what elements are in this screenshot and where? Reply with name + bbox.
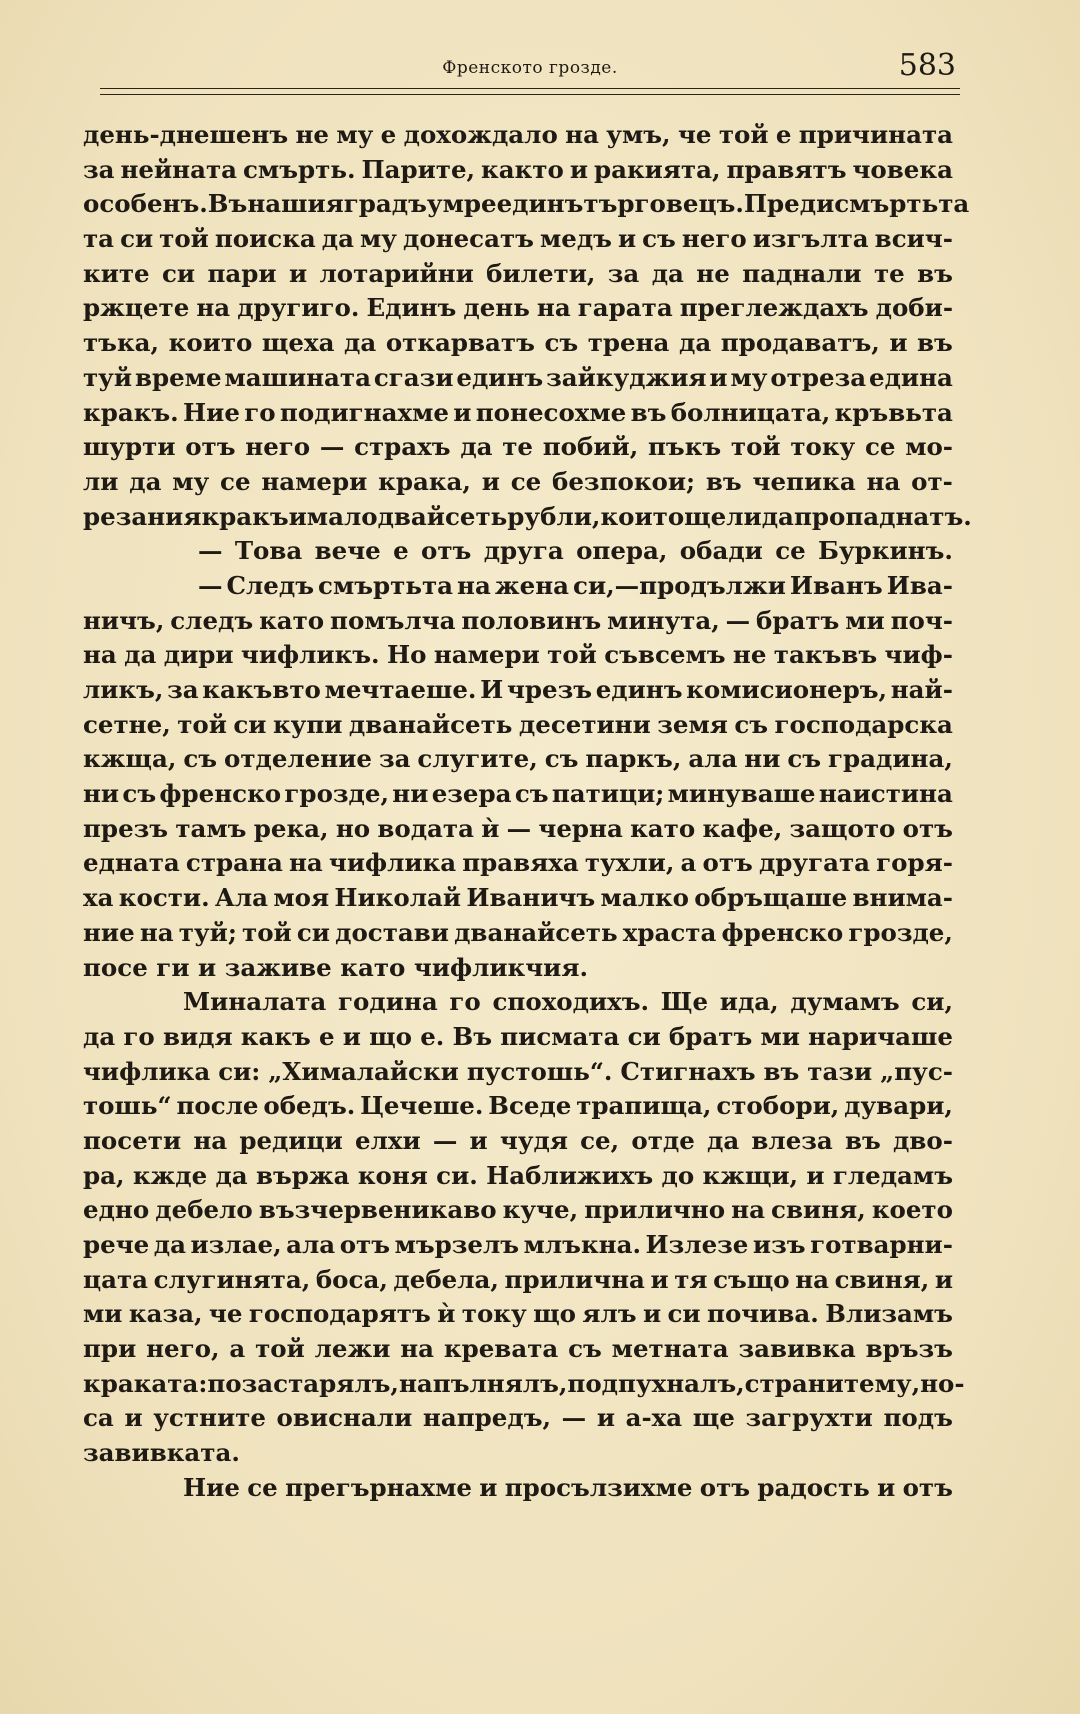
- text-line: завивката.: [83, 1438, 240, 1468]
- text-line: резания кракъ имало двайсеть рубли, които щели да пропаднатъ.: [83, 501, 972, 531]
- text-line: цата слугинята, боса, дебела, прилична и тя също на свиня, и: [83, 1264, 953, 1294]
- text-line: сетне, той си купи дванайсеть десетини земя съ господарска: [83, 709, 953, 739]
- text-line: за нейната смърть. Парите, както и ракията, правятъ човека: [83, 154, 953, 184]
- text-line: при него, а той лежи на кревата съ метната завивка връзъ: [83, 1334, 953, 1364]
- text-line: посети на редици елхи — и чудя се, отде да влеза въ дво-: [83, 1125, 953, 1155]
- text-line: чифлика си: „Хималайски пустошь“. Стигнахъ въ тази „пус-: [83, 1056, 953, 1086]
- text-line: особенъ. Въ нашия градъ умре единъ търговецъ. Преди смъртьта: [83, 189, 970, 219]
- text-line: на да дири чифликъ. Но намери той съвсемъ не такъвъ чиф-: [83, 640, 953, 670]
- text-line: са и устните овиснали напредъ, — и а-ха ще загрухти подъ: [83, 1403, 953, 1433]
- text-line: кракъ. Ние го подигнахме и понесохме въ болницата, кръвьта: [83, 397, 953, 427]
- body-text: [83, 118, 972, 1506]
- text-line: ничъ, следъ като помълча половинъ минута, — братъ ми поч-: [83, 605, 953, 635]
- text-line: шурти отъ него — страхъ да те побий, пъкъ той току се мо-: [83, 432, 953, 462]
- text-line: ликъ, за какъвто мечтаеше. И чрезъ единъ комисионеръ, най-: [83, 675, 953, 704]
- text-line: день-днешенъ не му е дохождало на умъ, че той е причината: [83, 120, 953, 149]
- text-line: ра, кжде да вържа коня си. Наближихъ до кжщи, и гледамъ: [83, 1160, 953, 1190]
- text-line: — Това вече е отъ друга опера, обади се Буркинъ.: [198, 536, 953, 566]
- text-line: Ние се прегърнахме и просълзихме отъ радость и отъ: [183, 1472, 953, 1502]
- text-line: — Следъ смъртьта на жена си,—продължи Иванъ Ива-: [198, 570, 953, 600]
- text-line: туй време машината сгази единъ зайкуджия и му отреза едина: [83, 362, 953, 392]
- text-line: кжща, съ отделение за слугите, съ паркъ, ала ни съ градина,: [83, 744, 953, 774]
- text-line: рече да излае, ала отъ мързелъ млъкна. Излезе изъ готварни-: [83, 1230, 953, 1259]
- text-line: едно дебело възчервеникаво куче, прилично на свиня, което: [83, 1195, 953, 1225]
- header-rule-top: [100, 88, 960, 89]
- text-line: ли да му се намери крака, и се безпокои; въ чепика на от-: [83, 466, 953, 496]
- text-line: ние на туй; той си достави дванайсеть храста френско грозде,: [83, 917, 953, 947]
- text-line: тъка, които щеха да откарватъ съ трена да продаватъ, и въ: [83, 328, 953, 358]
- text-line: ките си пари и лотарийни билети, за да не паднали те въ: [83, 258, 953, 288]
- text-line: ми каза, че господарятъ ѝ току що ялъ и си почива. Влизамъ: [83, 1299, 953, 1329]
- running-title: Френското грозде.: [442, 58, 618, 78]
- text-line: тошь“ после обедъ. Цечеше. Вседе трапища, стобори, дувари,: [83, 1091, 953, 1121]
- text-line: ни съ френско грозде, ни езера съ патици; минуваше наистина: [83, 779, 953, 809]
- text-line: презъ тамъ река, но водата ѝ — черна като кафе, защото отъ: [83, 813, 953, 843]
- text-line: да го видя какъ е и що е. Въ писмата си братъ ми наричаше: [83, 1021, 953, 1051]
- header-rule-bottom: [100, 94, 960, 95]
- text-line: та си той поиска да му донесатъ медъ и съ него изгълта всич-: [83, 224, 953, 254]
- page-number: 583: [898, 48, 956, 83]
- text-line: Миналата година го споходихъ. Ще ида, думамъ си,: [183, 987, 953, 1017]
- text-line: краката: позастарялъ, напълнялъ, подпухналъ, страните му, но-: [83, 1368, 965, 1398]
- text-line: ржцете на другиго. Единъ день на гарата преглеждахъ доби-: [83, 293, 953, 323]
- page-header: [100, 50, 960, 90]
- text-line: посе ги и заживе като чифликчия.: [83, 952, 588, 982]
- text-line: едната страна на чифлика правяха тухли, а отъ другата горя-: [83, 848, 953, 878]
- text-line: ха кости. Ала моя Николай Иваничъ малко обръщаше внима-: [83, 883, 953, 913]
